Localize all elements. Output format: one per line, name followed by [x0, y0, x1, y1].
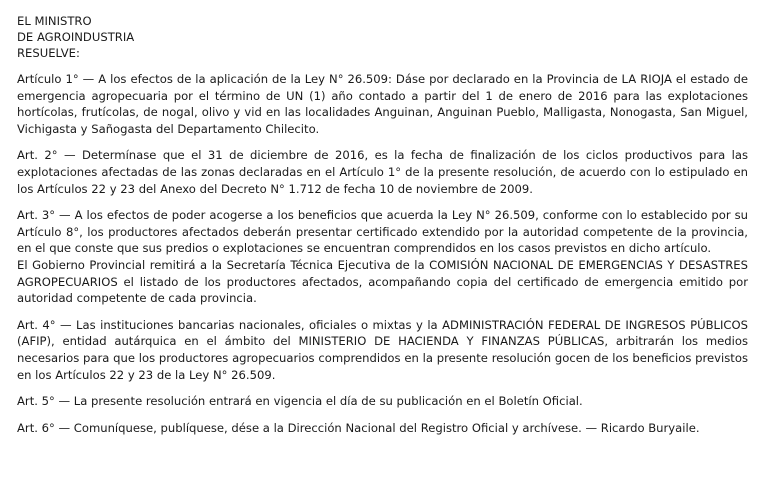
- article-4: Art. 4° — Las instituciones bancarias nacionales, oficiales o mixtas y la ADMINISTRACIÓN FEDERAL DE INGRESOS PÚBLICOS (AFIP), entidad autárquica en el ámbito del MINISTERIO DE HACIENDA Y FINANZAS PÚBLICAS, arbitrarán los medios necesarios para que los productores agropecuarios comprendidos en la presente resolución gocen de los beneficios previstos en los Artículos 22 y 23 de la Ley N° 26.509.: [17, 317, 748, 382]
- article-5: Art. 5° — La presente resolución entrará en vigencia el día de su publicación en el Boletín Oficial.: [17, 394, 583, 409]
- document-header: [17, 13, 748, 61]
- article-3: Art. 3° — A los efectos de poder acogerse a los beneficios que acuerda la Ley N° 26.509, conforme con lo establecido por su Artículo 8°, los productores afectados deberán presentar certificado extendido por la autoridad competente de la provincia, en el que conste que sus predios o explotaciones se encuentran comprendidos en los casos previstos en dicho artículo.: [17, 208, 748, 256]
- article-6: Art. 6° — Comuníquese, publíquese, dése a la Dirección Nacional del Registro Oficial y archívese. — Ricardo Buryaile.: [17, 420, 700, 435]
- article-3-paragraph-2: El Gobierno Provincial remitirá a la Secretaría Técnica Ejecutiva de la COMISIÓN NACIONAL DE EMERGENCIAS Y DESASTRES AGROPECUARIOS el listado de los productores afectados, acompañando copia del certificado de emergencia emitido por autoridad competente de cada provincia.: [17, 257, 748, 306]
- resolution-document: [17, 13, 748, 436]
- article-1: Artículo 1° — A los efectos de la aplicación de la Ley N° 26.509: Dáse por declarado en la Provincia de LA RIOJA el estado de emergencia agropecuaria por el término de UN (1) año contado a partir del 1 de enero de 2016 para las explotaciones hortícolas, frutícolas, de nogal, olivo y vid en las localidades Anguinan, Anguinan Pueblo, Malligasta, Nonogasta, San Miguel, Vichigasta y Sañogasta del Departamento Chilecito.: [17, 72, 748, 136]
- header-line-department: DE AGROINDUSTRIA: [17, 30, 135, 44]
- article-2: Art. 2° — Determínase que el 31 de diciembre de 2016, es la fecha de finalización de los ciclos productivos para las explotaciones afectadas de las zonas declaradas en el Artículo 1° de la presente resolución, de acuerdo con lo estipulado en los Artículos 22 y 23 del Anexo del Decreto N° 1.712 de fecha 10 de noviembre de 2009.: [17, 148, 748, 196]
- header-line-resolves: RESUELVE:: [17, 46, 80, 60]
- header-line-minister: EL MINISTRO: [17, 14, 92, 28]
